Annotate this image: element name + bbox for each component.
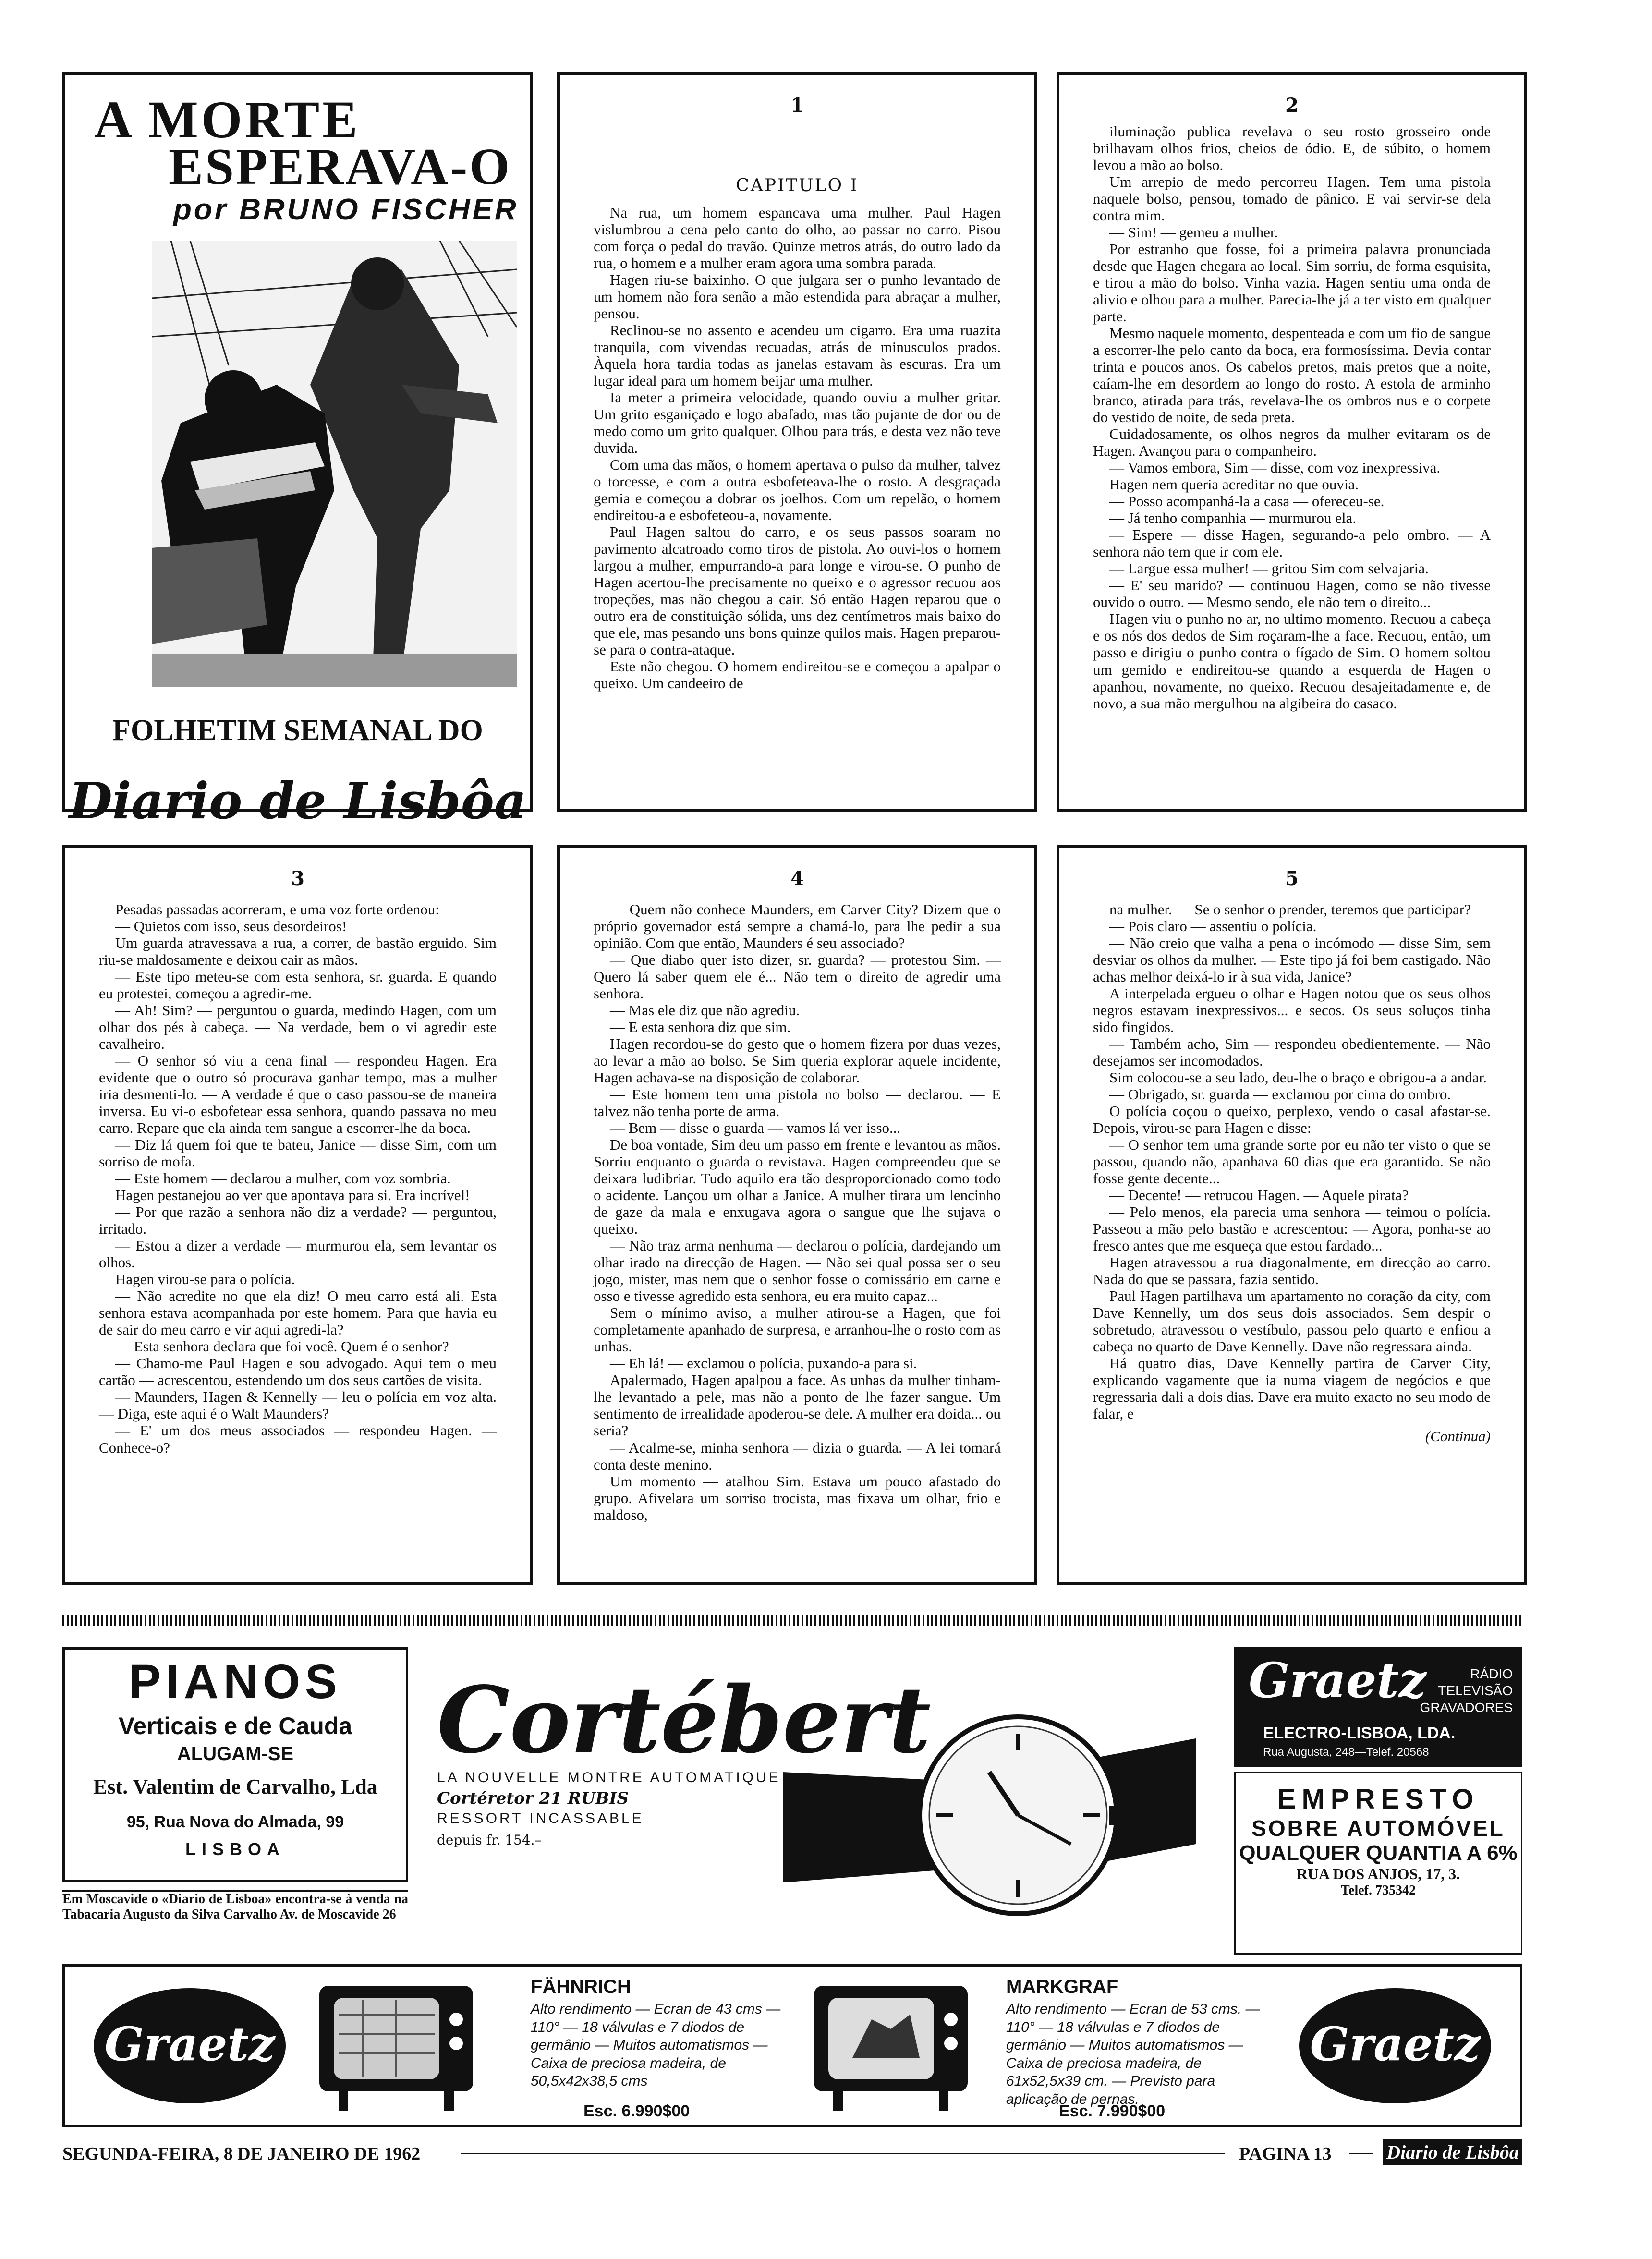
graetz-gravadores: GRAVADORES <box>1420 1700 1513 1715</box>
emprestimo-l3: QUALQUER QUANTIA A 6% <box>1239 1841 1518 1865</box>
paragraph: Há quatro dias, Dave Kennelly partira de Carver City, explicando vagamente que ia numa viagem de negócios e que regressaria dali a dois dias. Dave era muito exacto no seu modo de falar, e <box>1093 1355 1491 1422</box>
paragraph: Pesadas passadas acorreram, e uma voz forte ordenou: <box>115 901 439 918</box>
paragraph: Hagen viu o punho no ar, no ultimo momento. Recuou a cabeça e os nós dos dedos de Sim roçaram-lhe a face. Recuou, então, um passo e dirigiu o punho contra o fígado de Sim. O homem soltou um gemido e endireitou-se quando a esquerda de Hagen o apanhou, novamente, no queixo. Recuou desajeitadamente e, de novo, a sua mão mergulhou na algibeira do casaco. <box>1093 610 1491 712</box>
masthead-logo: Diario de Lisbôa <box>69 771 527 830</box>
story-text <box>99 901 497 1456</box>
tv-model2-price: Esc. 7.990$00 <box>1059 2102 1166 2120</box>
graetz-logo: Graetz <box>1249 1652 1426 1709</box>
pianos-line4: 95, Rua Nova do Almada, 99 <box>126 1813 344 1831</box>
paragraph: — Este homem tem uma pistola no bolso — declarou. — E talvez não tenha porte de arma. <box>594 1086 1001 1120</box>
chapter-heading: CAPITULO I <box>736 176 859 195</box>
page-number: 1 <box>790 94 804 117</box>
emprestimo-l4: RUA DOS ANJOS, 17, 3. <box>1296 1865 1460 1882</box>
tv-markgraf-illustration <box>814 1986 968 2111</box>
pianos-line5: LISBOA <box>185 1839 285 1859</box>
story-illustration <box>152 241 517 687</box>
tv-model1-price: Esc. 6.990$00 <box>583 2102 690 2120</box>
graetz-dealer-address: Rua Augusta, 248—Telef. 20568 <box>1263 1746 1429 1759</box>
paragraph: — Por que razão a senhora não diz a verdade? — perguntou, irritado. <box>99 1203 497 1238</box>
paragraph: — Já tenho companhia — murmurou ela. <box>1109 510 1356 527</box>
page-number: 2 <box>1285 94 1299 117</box>
ad-pianos <box>62 1647 408 1882</box>
graetz-radio: RÁDIO <box>1470 1666 1513 1681</box>
continua-label: (Continua) <box>1425 1428 1491 1445</box>
pianos-line1: Verticais e de Cauda <box>118 1712 352 1739</box>
paragraph: Apalermado, Hagen apalpou a face. As unhas da mulher tinham-lhe levantado a pele, mas não a ponto de lhe fazer sangue. Um sentimento de irrealidade apoderou-se dele. A mulher era doida... ou seria? <box>594 1372 1001 1439</box>
moscavide-text: Em Moscavide o «Diario de Lisboa» encontra-se à venda na Tabacaria Augusto da Silva Carvalho Av. de Moscavide 26 <box>62 1892 408 1922</box>
paragraph: A interpelada ergueu o olhar e Hagen notou que os seus olhos negros estavam inexpressivos... e secos. Os seus soluços tinha sido fingidos. <box>1093 985 1491 1036</box>
paragraph: Hagen atravessou a rua diagonalmente, em direcção ao carro. Nada do que se passara, fazia sentido. <box>1093 1254 1491 1288</box>
pianos-line3: Est. Valentim de Carvalho, Lda <box>93 1775 377 1798</box>
cortebert-line3: RESSORT INCASSABLE <box>437 1810 644 1826</box>
paragraph: — Estou a dizer a verdade — murmurou ela, sem levantar os olhos. <box>99 1237 497 1271</box>
separator-rule <box>62 1615 1522 1626</box>
page-footer <box>62 2139 1522 2168</box>
cortebert-line2: Cortéretor 21 RUBIS <box>437 1789 629 1808</box>
emprestimo-l1: EMPRESTO <box>1277 1784 1480 1815</box>
graetz-logo-left: Graetz <box>104 2017 275 2071</box>
paragraph: Mesmo naquele momento, despenteada e com um fio de sangue a escorrer-lhe pelo canto da boca, era formosíssima. Devia contar trinta e poucos anos. Os cabelos pretos, mais pretos que a noite, caíam-lhe em desordem ao longo do rosto. A estola de arminho branco, atirada para trás, revelava-lhe os ombros nus e o corpete do vestido de noite, de seda preta. <box>1093 325 1491 426</box>
paragraph: Um momento — atalhou Sim. Estava um pouco afastado do grupo. Afivelara um sorriso trocista, mas fixava um olhar, frio e maldoso, <box>594 1472 1001 1523</box>
paragraph: — Posso acompanhá-la a casa — ofereceu-se. <box>1109 493 1385 510</box>
watch-illustration <box>783 1710 1196 1950</box>
ad-emprestimo <box>1234 1772 1522 1955</box>
paragraph: — Mas ele diz que não agrediu. <box>610 1002 800 1019</box>
graetz-tv: TELEVISÃO <box>1438 1683 1513 1698</box>
footer-rule-left <box>461 2153 1225 2154</box>
paragraph: — Decente! — retrucou Hagen. — Aquele pirata? <box>1109 1187 1409 1204</box>
paragraph: Hagen recordou-se do gesto que o homem fizera por duas vezes, ao levar a mão ao bolso. Se Sim queria explorar aquele incidente, Hagen achava-se na disposição de colaborar. <box>594 1035 1001 1086</box>
emprestimo-l5: Telef. 735342 <box>1340 1883 1416 1898</box>
paragraph: Na rua, um homem espancava uma mulher. Paul Hagen vislumbrou a cena pelo canto do olho, ao passar no carro. Pisou com força o pedal do travão. Quinze metros atrás, do outro lado da rua, o homem e a mulher eram agora uma sombra parada. <box>594 204 1001 272</box>
paragraph: — Ah! Sim? — perguntou o guarda, medindo Hagen, com um olhar dos pés à cabeça. — Na verdade, bem o vi agredir este cavalheiro. <box>99 1002 497 1053</box>
cortebert-year: 1790 <box>1124 1770 1176 1794</box>
paragraph: na mulher. — Se o senhor o prender, teremos que participar? <box>1109 901 1471 918</box>
paragraph: — Pelo menos, ela parecia uma senhora — teimou o polícia. Passeou a mão pelo bastão e acrescentou: — Agora, ponha-se ao fresco antes que me esqueça que estou fardado... <box>1093 1203 1491 1254</box>
paragraph: Este não chegou. O homem endireitou-se e começou a apalpar o queixo. Um candeeiro de <box>594 658 1001 692</box>
paragraph: Hagen nem queria acreditar no que ouvia. <box>1109 476 1359 493</box>
cortebert-line1: LA NOUVELLE MONTRE AUTOMATIQUE <box>437 1770 781 1785</box>
graetz-dealer-name: ELECTRO-LISBOA, LDA. <box>1263 1724 1456 1742</box>
page-number: 4 <box>790 867 804 890</box>
story-text <box>1093 123 1491 712</box>
pianos-title: PIANOS <box>129 1655 342 1709</box>
paragraph: — E' um dos meus associados — respondeu Hagen. — Conhece-o? <box>99 1422 497 1456</box>
paragraph: O polícia coçou o queixo, perplexo, vendo o casal afastar-se. Depois, virou-se para Hagen e disse: <box>1093 1103 1491 1137</box>
story-text <box>1093 901 1491 1422</box>
ad-graetz-dealer <box>1234 1647 1522 1767</box>
paragraph: — O senhor tem uma grande sorte por eu não ter visto o que se passou, quando não, apanhava 60 dias que era garantido. Se não fosse gente decente... <box>1093 1136 1491 1187</box>
paragraph: — Este tipo meteu-se com esta senhora, sr. guarda. E quando eu protestei, começou a agredir-me. <box>99 968 497 1002</box>
story-title-line2: ESPERAVA-O <box>169 138 512 195</box>
paragraph: — E' seu marido? — continuou Hagen, como se não tivesse ouvido o outro. — Mesmo sendo, ele não tem o direito... <box>1093 577 1491 611</box>
footer-page: PAGINA 13 <box>1239 2144 1332 2164</box>
cortebert-brand: Cortébert <box>437 1666 931 1773</box>
paragraph: — Acalme-se, minha senhora — dizia o guarda. — A lei tomará conta deste menino. <box>594 1439 1001 1473</box>
cortebert-line4: depuis fr. 154.– <box>437 1832 542 1848</box>
paragraph: De boa vontade, Sim deu um passo em frente e levantou as mãos. Sorriu enquanto o guarda o revistava. Hagen compreendeu que se deixara ludibriar. Tudo aquilo era tão desproporcionado como todo o acidente. Lançou um olhar a Janice. A mulher tirara um lencinho de gaze da mala e enxugava agora o sangue que lhe sujava o queixo. <box>594 1136 1001 1238</box>
paragraph: Hagen virou-se para o polícia. <box>115 1271 295 1288</box>
page-2-panel <box>1057 72 1527 812</box>
ad-moscavide <box>62 1890 408 1955</box>
story-text <box>594 901 1001 1523</box>
footer-date: SEGUNDA-FEIRA, 8 DE JANEIRO DE 1962 <box>62 2144 421 2164</box>
tv-model1-text: Alto rendimento — Ecran de 43 cms — 110° — 18 válvulas e 7 diodos de germânio — Muitos automatismos — Caixa de preciosa madeira, de 50,5x42x38,5 cms <box>531 2001 781 2089</box>
paragraph: — Eh lá! — exclamou o polícia, puxando-a para si. <box>610 1355 917 1372</box>
paragraph: Paul Hagen saltou do carro, e os seus passos soaram no pavimento alcatroado como tiros de pistola. Ao ouvi-los o homem largou a mulher, empurrando-a para longe e virou-se. O punho de Hagen acertou-lhe precisamente no queixo e o agressor recuou aos tropeções, mas não chegou a cair. Só então Hagen reparou que o outro era de constituição sólida, uns dez centímetros mais baixo do que ele, mas pesando uns bons quinze quilos mais. Hagen preparou-se para o contra-ataque. <box>594 523 1001 658</box>
tv-fahnrich-illustration <box>319 1986 473 2111</box>
paragraph: iluminação publica revelava o seu rosto grosseiro onde brilhavam olhos frios, cheios de ódio. E, de súbito, o homem levou a mão ao bolso. <box>1093 123 1491 174</box>
tv-model1-name: FÄHNRICH <box>531 1976 631 1997</box>
tv-model2-name: MARKGRAF <box>1006 1976 1118 1997</box>
graetz-badge-left <box>94 1988 286 2103</box>
story-text <box>594 204 1001 692</box>
paragraph: — Espere — disse Hagen, segurando-a pelo ombro. — A senhora não tem que ir com ele. <box>1093 526 1491 560</box>
page-5-panel <box>1057 845 1527 1585</box>
paragraph: — Vamos embora, Sim — disse, com voz inexpressiva. <box>1109 459 1441 476</box>
paragraph: — Não traz arma nenhuma — declarou o polícia, dardejando um olhar irado na direcção de Hagen. — Não sei qual possa ser o seu jogo, mister, mas nem que o senhor fosse o comissário em carne e osso e tivesse agredido esta senhora, eu era muito capaz... <box>594 1237 1001 1305</box>
page-3-panel <box>62 845 533 1585</box>
paragraph: — Quem não conhece Maunders, em Carver City? Dizem que o próprio governador está sempre a chamá-lo, para lhe pedir a sua opinião. Com que então, Maunders é seu associado? <box>594 901 1001 952</box>
pianos-line2: ALUGAM-SE <box>177 1743 294 1764</box>
graetz-badge-right <box>1299 1988 1491 2103</box>
paragraph: — Este homem — declarou a mulher, com voz sombria. <box>115 1170 451 1187</box>
paragraph: — Obrigado, sr. guarda — exclamou por cima do ombro. <box>1109 1086 1451 1103</box>
paragraph: Hagen riu-se baixinho. O que julgara ser o punho levantado de um homem não fora senão a mão estendida para abraçar a mulher, pensou. <box>594 271 1001 322</box>
paragraph: — Pois claro — assentiu o polícia. <box>1109 918 1317 935</box>
story-byline: por BRUNO FISCHER <box>173 193 519 226</box>
paragraph: — Esta senhora declara que foi você. Quem é o senhor? <box>115 1338 449 1355</box>
paragraph: — Não creio que valha a pena o incómodo — disse Sim, sem desviar os olhos da mulher. — Este tipo já foi bem castigado. Não achas melhor deixá-lo ir à sua vida, Janice? <box>1093 935 1491 985</box>
page-number: 5 <box>1285 867 1299 890</box>
footer-rule-right <box>1349 2153 1373 2154</box>
paragraph: — Chamo-me Paul Hagen e sou advogado. Aqui tem o meu cartão — acrescentou, estendendo um dos seus cartões de visita. <box>99 1355 497 1389</box>
paragraph: — Também acho, Sim — respondeu obedientemente. — Não desejamos ser incomodados. <box>1093 1035 1491 1069</box>
folhetim-label: FOLHETIM SEMANAL DO <box>112 714 483 747</box>
paragraph: Hagen pestanejou ao ver que apontava para si. Era incrível! <box>115 1187 470 1204</box>
paragraph: Sim colocou-se a seu lado, deu-lhe o braço e obrigou-a a andar. <box>1109 1069 1487 1086</box>
graetz-logo-right: Graetz <box>1310 2017 1481 2071</box>
paragraph: — Que diabo quer isto dizer, sr. guarda? — protestou Sim. — Quero lá saber quem ele é... Não tem o direito de agredir uma senhora. <box>594 951 1001 1002</box>
paragraph: — Diz lá quem foi que te bateu, Janice — disse Sim, com um sorriso de mofa. <box>99 1136 497 1170</box>
paragraph: Reclinou-se no assento e acendeu um cigarro. Era uma ruazita tranquila, com vivendas recuadas, atrás de minusculos prados. Àquela hora tardia todas as janelas estavam às escuras. Era um lugar ideal para um homem beijar uma mulher. <box>594 322 1001 389</box>
ad-graetz-tv <box>62 1964 1522 2127</box>
page-number: 3 <box>291 867 304 890</box>
paragraph: — Bem — disse o guarda — vamos lá ver isso... <box>610 1119 901 1137</box>
paragraph: — Maunders, Hagen & Kennelly — leu o polícia em voz alta. — Diga, este aqui é o Walt Maunders? <box>99 1388 497 1422</box>
tv-model2-text: Alto rendimento — Ecran de 53 cms. — 110° — 18 válvulas e 7 diodos de germânio — Muitos automatismos — Caixa de preciosa madeira, de 61x52,5x39 cm. — Previsto para aplicação de pernas. <box>1006 2001 1260 2107</box>
paragraph: Cuidadosamente, os olhos negros da mulher evitaram os de Hagen. Avançou para o companheiro. <box>1093 425 1491 460</box>
story-title-panel <box>62 72 533 830</box>
paragraph: Um arrepio de medo percorreu Hagen. Tem uma pistola naquele bolso, pensou, tomado de pânico. E vai servir-se dela contra mim. <box>1093 173 1491 224</box>
page-4-panel <box>557 845 1037 1585</box>
footer-masthead: Diario de Lisbôa <box>1383 2139 1522 2165</box>
story-title-line1: A MORTE <box>94 90 361 149</box>
paragraph: — Quietos com isso, seus desordeiros! <box>115 918 347 935</box>
paragraph: Um guarda atravessava a rua, a correr, de bastão erguido. Sim riu-se maldosamente e deixou cair as mãos. <box>99 935 497 969</box>
paragraph: — Não acredite no que ela diz! O meu carro está ali. Esta senhora estava acompanhada por este homem. Para que havia eu de sair do meu carro e vir aqui agredi-la? <box>99 1287 497 1338</box>
paragraph: Por estranho que fosse, foi a primeira palavra pronunciada desde que Hagen chegara ao local. Sim sorriu, de forma esquisita, e tirou a mão do bolso. Vinha vazia. Hagen sentiu uma onda de alivio e olhou para a mulher. Parecia-lhe já a ter visto em qualquer parte. <box>1093 241 1491 325</box>
page-1-panel <box>557 72 1037 812</box>
paragraph: — E esta senhora diz que sim. <box>610 1019 791 1036</box>
emprestimo-l2: SOBRE AUTOMÓVEL <box>1251 1816 1505 1841</box>
paragraph: — Largue essa mulher! — gritou Sim com selvajaria. <box>1109 560 1429 577</box>
paragraph: Ia meter a primeira velocidade, quando ouviu a mulher gritar. Um grito esganiçado e logo abafado, mas tão pujante de dor ou de medo como um grito qualquer. Olhou para trás, e desta vez não teve duvida. <box>594 389 1001 457</box>
paragraph: — O senhor só viu a cena final — respondeu Hagen. Era evidente que o outro só procurava ganhar tempo, mas a mulher iria desmenti-lo. — A verdade é que o caso passou-se de maneira inversa. Eu vi-o esbofetear essa senhora, quando passava no meu carro. Repare que ela ainda tem sangue a escorrer-lhe da boca. <box>99 1052 497 1137</box>
paragraph: Sem o mínimo aviso, a mulher atirou-se a Hagen, que foi completamente apanhado de surpresa, e arranhou-lhe o rosto com as unhas. <box>594 1304 1001 1355</box>
paragraph: — Sim! — gemeu a mulher. <box>1109 224 1278 241</box>
paragraph: Paul Hagen partilhava um apartamento no coração da city, com Dave Kennelly, um dos seus dois associados. Sem despir o sobretudo, atravessou o vestíbulo, passou pelo quarto e enfiou a cabeça no quarto de Dave Kennelly. Dave não regressara ainda. <box>1093 1287 1491 1355</box>
paragraph: Com uma das mãos, o homem apertava o pulso da mulher, talvez o torcesse, e com a outra esbofeteava-lhe o rosto. A desgraçada gemia e começou a dobrar os joelhos. Com um repelão, o homem endireitou-a e esbofeteou-a, novamente. <box>594 456 1001 524</box>
ad-cortebert <box>418 1647 1196 1955</box>
